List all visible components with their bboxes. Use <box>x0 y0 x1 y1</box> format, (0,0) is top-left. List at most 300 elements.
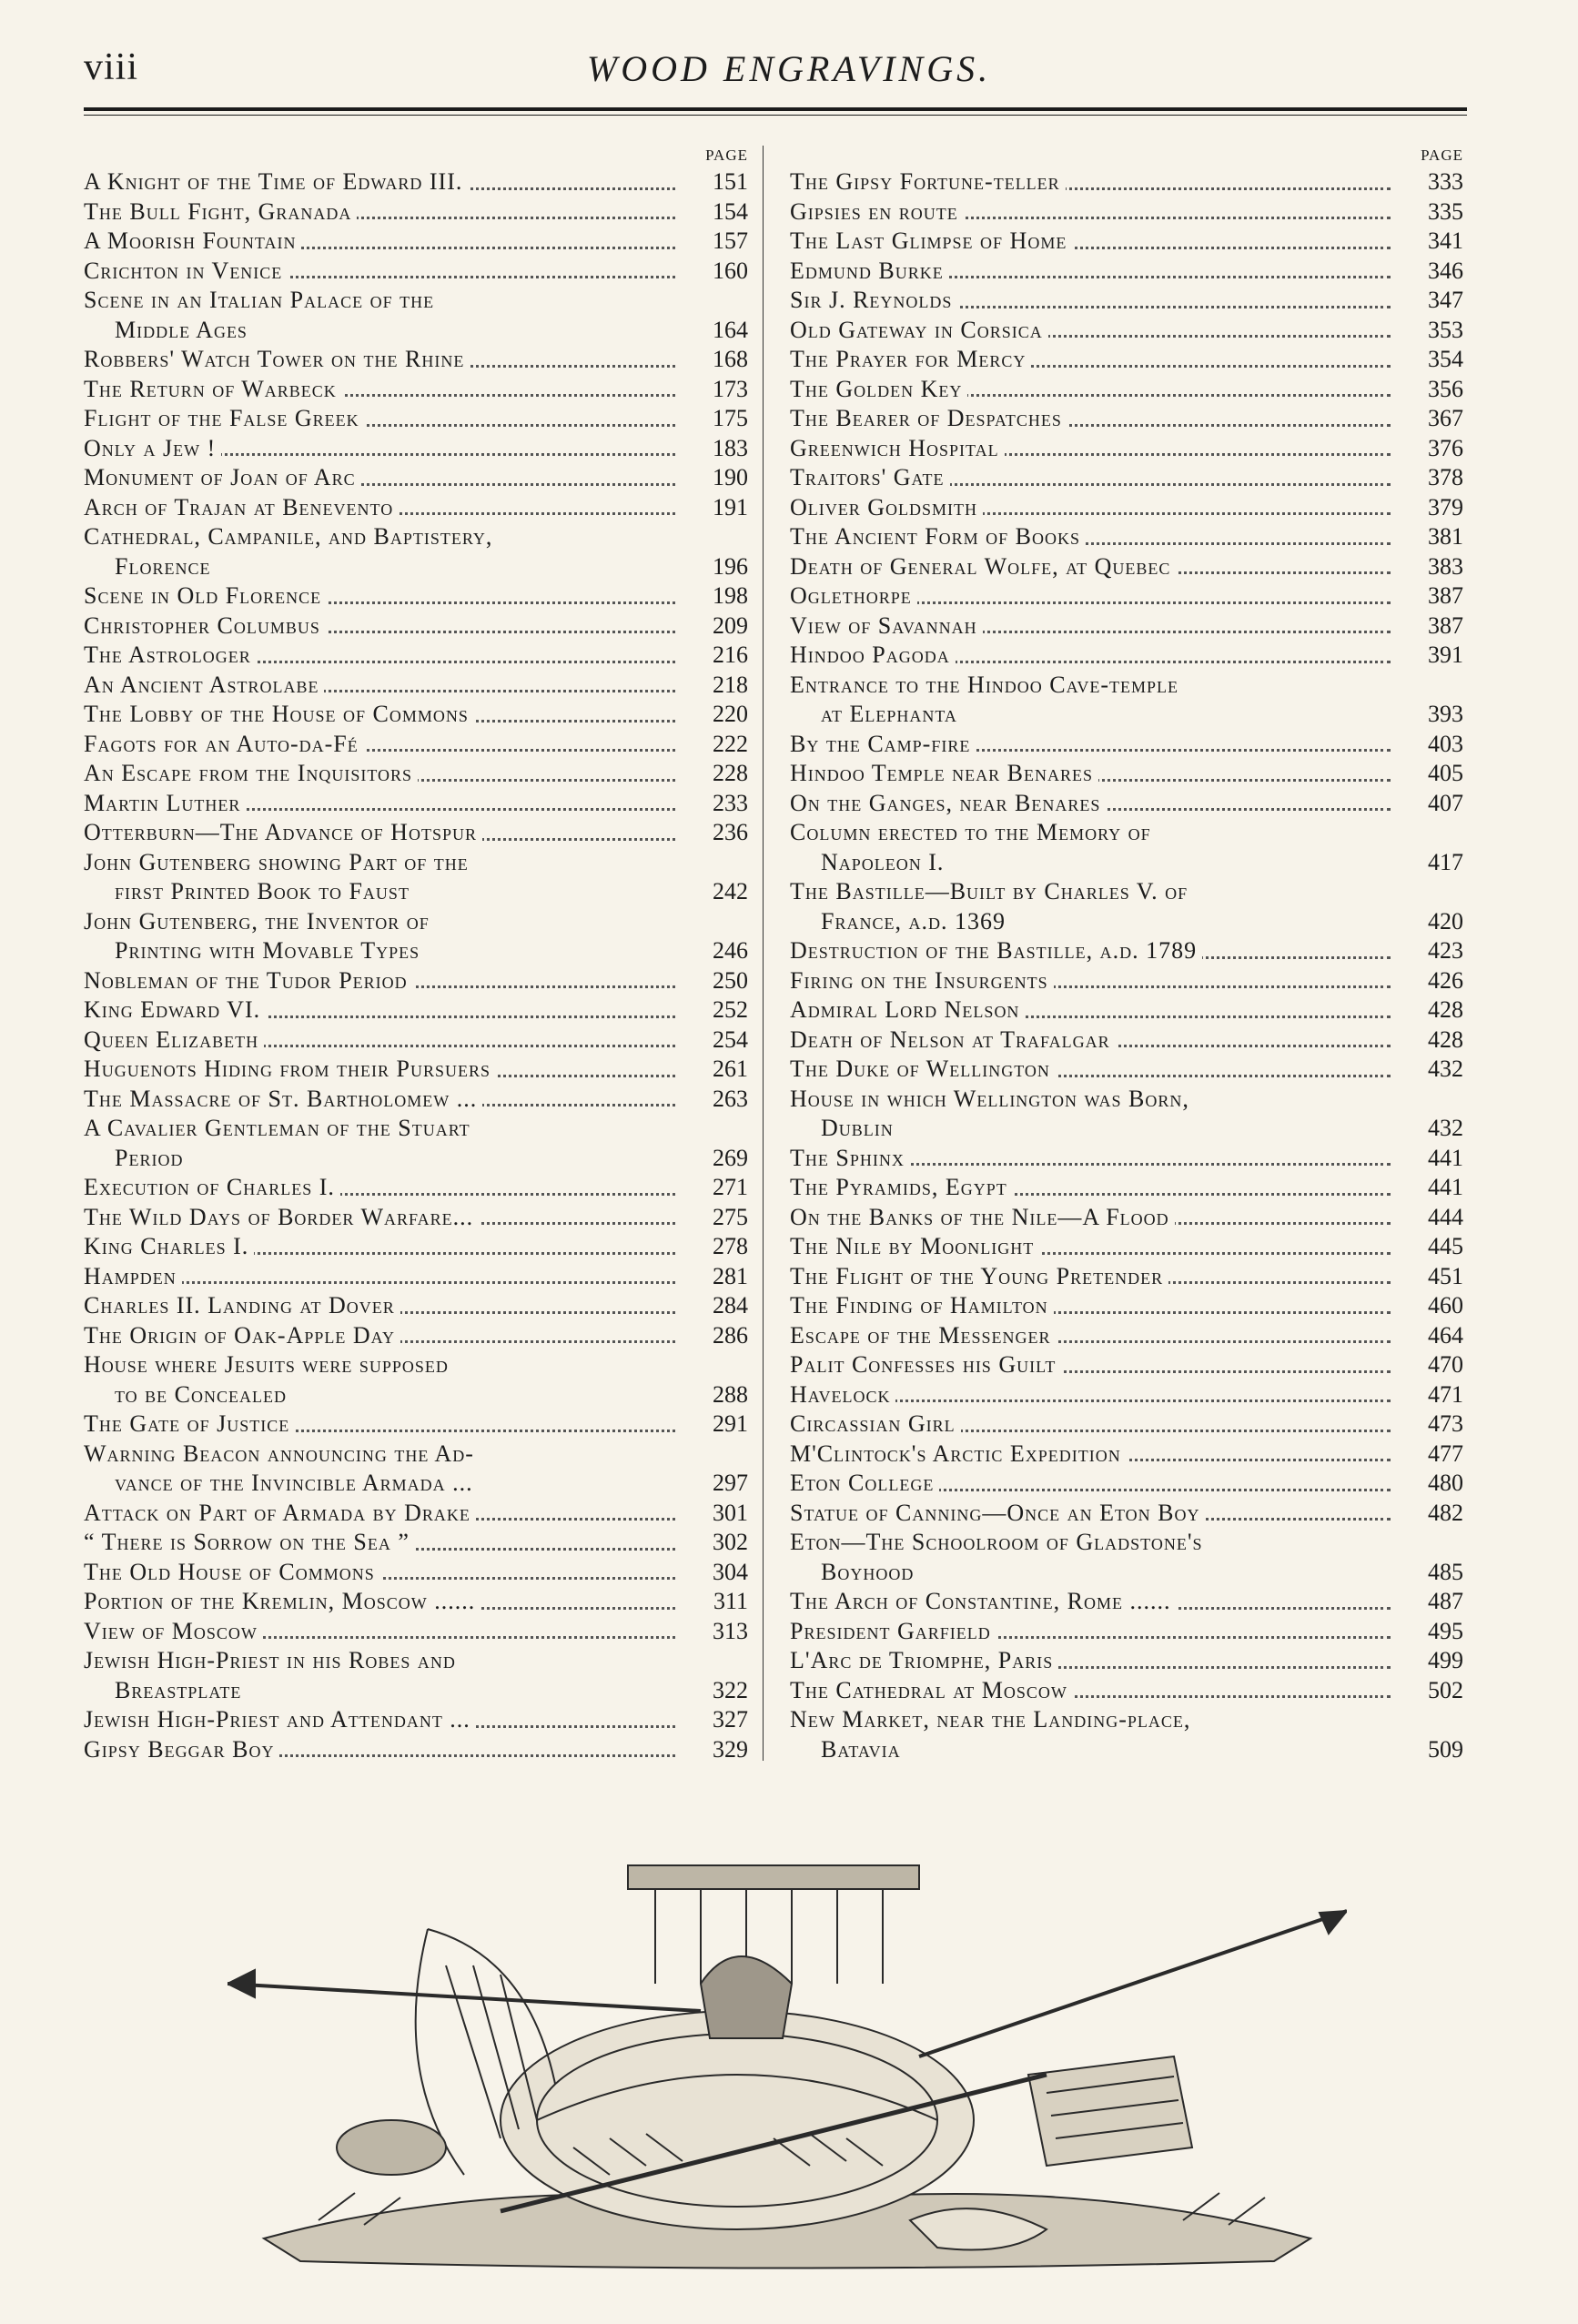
entry-title-text: Otterburn—The Advance of Hotspur <box>84 819 477 845</box>
toc-entry <box>790 1469 1463 1499</box>
toc-entry <box>790 818 1463 877</box>
entry-page-number: 354 <box>1428 346 1463 372</box>
entry-title <box>790 1410 1394 1440</box>
entry-title <box>790 1026 1394 1056</box>
toc-entry <box>790 1646 1463 1676</box>
toc-entry <box>84 995 748 1026</box>
entry-title-text: Crichton in Venice <box>84 257 283 284</box>
entry-page-number: 381 <box>1428 523 1463 550</box>
entry-title <box>790 463 1394 493</box>
entry-title-text: Arch of Trajan at Benevento <box>84 493 394 520</box>
entry-title-text: The Bull Fight, Granada <box>84 197 352 225</box>
entry-page-number: 464 <box>1428 1321 1463 1349</box>
toc-entry <box>790 1085 1463 1144</box>
entry-page-number: 183 <box>713 434 748 461</box>
entry-title <box>790 581 1394 611</box>
entry-title-text: Gipsy Beggar Boy <box>84 1735 275 1763</box>
toc-entry <box>84 345 748 375</box>
entry-title-text: The Last Glimpse of Home <box>790 227 1067 254</box>
entry-title <box>790 167 1394 197</box>
toc-entry <box>790 1055 1463 1085</box>
entry-title <box>790 1262 1394 1292</box>
toc-entry <box>790 730 1463 760</box>
entry-page-number: 341 <box>1428 227 1463 254</box>
entry-title-text: Death of General Wolfe, at Quebec <box>790 552 1171 580</box>
entry-title <box>790 552 1394 582</box>
toc-entry <box>84 1026 748 1056</box>
toc-entry <box>790 404 1463 434</box>
entry-title <box>84 1587 679 1617</box>
entry-title-text: Oliver Goldsmith <box>790 493 978 520</box>
entry-title-text: Death of Nelson at Trafalgar <box>790 1026 1110 1053</box>
entry-page-number: 403 <box>1428 730 1463 757</box>
toc-entry <box>790 463 1463 493</box>
entry-title-text: Flight of the False Greek <box>84 405 359 431</box>
entry-title <box>84 1173 679 1203</box>
entry-page-number: 291 <box>713 1410 748 1437</box>
entry-title-text: President Garfield <box>790 1617 991 1644</box>
entry-title-text: The Ancient Form of Books <box>790 523 1081 550</box>
toc-entry <box>84 1528 748 1558</box>
entry-title-continuation: vance of the Invincible Armada ... <box>115 1470 473 1496</box>
entry-title <box>790 641 1394 671</box>
entry-page-number: 151 <box>713 168 748 195</box>
running-title: WOOD ENGRAVINGS. <box>586 48 992 89</box>
entry-page-number: 383 <box>1428 552 1463 580</box>
entry-title <box>790 1646 1394 1676</box>
toc-entry <box>790 286 1463 316</box>
entry-title <box>790 1440 1394 1470</box>
left-column <box>84 144 748 1764</box>
entry-title-text: The Golden Key <box>790 375 963 402</box>
entry-page-number: 228 <box>713 760 748 786</box>
entry-title <box>790 1173 1394 1203</box>
entry-page-number: 485 <box>1428 1558 1463 1585</box>
entry-title <box>790 345 1394 375</box>
entry-title-text: Cathedral, Campanile, and Baptistery, <box>84 523 493 550</box>
entry-title <box>84 1262 679 1292</box>
toc-entry <box>84 759 748 789</box>
entry-page-number: 487 <box>1428 1588 1463 1614</box>
toc-entry <box>790 493 1463 523</box>
entry-title <box>84 227 679 257</box>
toc-entry <box>84 641 748 671</box>
toc-entry <box>790 375 1463 405</box>
entry-title <box>790 1587 1394 1617</box>
toc-entry <box>790 1173 1463 1203</box>
entry-page-number: 378 <box>1428 464 1463 490</box>
entry-title-text: The Gate of Justice <box>84 1410 290 1437</box>
entry-page-number: 275 <box>713 1203 748 1230</box>
entry-title-text: Hampden <box>84 1262 177 1289</box>
entry-page-number: 168 <box>713 346 748 372</box>
entry-page-number: 417 <box>1428 848 1463 875</box>
entry-title-continuation: Printing with Movable Types <box>115 937 420 964</box>
entry-title-text: The Lobby of the House of Commons <box>84 701 469 727</box>
toc-entry <box>790 522 1463 552</box>
entry-title-text: Destruction of the Bastille, a.d. 1789 <box>790 937 1198 964</box>
toc-entry <box>84 581 748 611</box>
entry-page-number: 428 <box>1428 1026 1463 1053</box>
entry-title <box>84 966 679 996</box>
entry-title <box>84 1026 679 1056</box>
entry-title <box>790 759 1394 789</box>
entry-page-number: 432 <box>1428 1056 1463 1082</box>
toc-entry <box>84 227 748 257</box>
column-divider <box>763 146 764 1761</box>
entry-title-text: Eton College <box>790 1470 935 1496</box>
entry-title <box>84 197 679 227</box>
entry-title-text: House in which Wellington was Born, <box>790 1085 1189 1112</box>
toc-entry <box>84 1646 748 1705</box>
entry-page-number: 218 <box>713 671 748 698</box>
entry-title <box>790 1203 1394 1233</box>
entry-title <box>790 818 1394 877</box>
toc-entry <box>790 789 1463 819</box>
toc-entry <box>84 404 748 434</box>
entry-page-number: 288 <box>713 1380 748 1408</box>
entry-title-continuation: at Elephanta <box>821 701 957 727</box>
entry-page-number: 216 <box>713 642 748 668</box>
entry-title-text: The Arch of Constantine, Rome ...... <box>790 1588 1171 1614</box>
entry-title <box>790 1469 1394 1499</box>
toc-entry <box>84 493 748 523</box>
entry-title <box>84 463 679 493</box>
entry-page-number: 499 <box>1428 1647 1463 1673</box>
entry-title <box>84 1203 679 1233</box>
toc-entry <box>84 700 748 730</box>
entry-title <box>790 611 1394 642</box>
entry-title-text: King Charles I. <box>84 1233 249 1259</box>
toc-entry <box>790 1705 1463 1764</box>
entry-page-number: 236 <box>713 819 748 845</box>
toc-entry <box>790 1321 1463 1351</box>
entry-title-text: The Massacre of St. Bartholomew ... <box>84 1085 478 1112</box>
toc-entry <box>790 345 1463 375</box>
entry-title-continuation: first Printed Book to Faust <box>115 878 410 904</box>
entry-title <box>84 818 679 848</box>
entry-title-text: Monument of Joan of Arc <box>84 464 356 490</box>
right-column <box>790 144 1463 1764</box>
entry-title-text: Scene in Old Florence <box>84 582 322 609</box>
entry-page-number: 391 <box>1428 642 1463 668</box>
toc-entry <box>84 1705 748 1735</box>
entry-title-text: Circassian Girl <box>790 1410 956 1437</box>
entry-title <box>790 1676 1394 1706</box>
entry-page-number: 190 <box>713 464 748 490</box>
entry-title <box>84 1410 679 1440</box>
entry-title-text: Edmund Burke <box>790 257 944 284</box>
right-entry-list <box>790 167 1463 1764</box>
toc-entry <box>790 581 1463 611</box>
entry-title-continuation: Boyhood <box>821 1558 915 1585</box>
entry-page-number: 482 <box>1428 1499 1463 1526</box>
entry-page-number: 304 <box>713 1558 748 1585</box>
toc-entry <box>84 375 748 405</box>
entry-title <box>790 493 1394 523</box>
entry-title <box>790 671 1394 730</box>
entry-title-text: Martin Luther <box>84 789 241 816</box>
toc-entry <box>790 1380 1463 1410</box>
toc-entry <box>790 1587 1463 1617</box>
entry-title-text: John Gutenberg showing Part of the <box>84 848 469 875</box>
entry-title-text: Jewish High-Priest in his Robes and <box>84 1647 456 1673</box>
entry-title <box>84 1646 679 1705</box>
entry-page-number: 428 <box>1428 996 1463 1023</box>
entry-page-number: 477 <box>1428 1440 1463 1467</box>
entry-title <box>84 700 679 730</box>
entry-title-text: House where Jesuits were supposed <box>84 1351 449 1378</box>
entry-page-number: 432 <box>1428 1115 1463 1141</box>
entry-title-text: The Return of Warbeck <box>84 375 337 402</box>
entry-page-number: 407 <box>1428 789 1463 816</box>
entry-page-number: 311 <box>713 1588 748 1614</box>
entry-title-continuation: to be Concealed <box>115 1380 287 1408</box>
entry-title-text: The Sphinx <box>790 1144 905 1171</box>
header-rule <box>84 107 1467 111</box>
entry-title <box>790 1617 1394 1647</box>
entry-title <box>84 434 679 464</box>
entry-title-text: The Nile by Moonlight <box>790 1233 1035 1259</box>
entry-title <box>790 1055 1394 1085</box>
entry-page-number: 278 <box>713 1233 748 1259</box>
entry-title <box>84 759 679 789</box>
entry-title-text: Old Gateway in Corsica <box>790 316 1043 343</box>
toc-entry <box>790 552 1463 582</box>
entry-page-number: 346 <box>1428 257 1463 284</box>
toc-entry <box>84 1321 748 1351</box>
toc-entry <box>84 1587 748 1617</box>
entry-page-number: 473 <box>1428 1410 1463 1437</box>
toc-entry <box>790 1350 1463 1380</box>
toc-entry <box>84 966 748 996</box>
entry-title-text: The Gipsy Fortune-teller <box>790 168 1060 195</box>
entry-title-text: The Origin of Oak-Apple Day <box>84 1321 395 1349</box>
entry-title-text: Charles II. Landing at Dover <box>84 1292 395 1319</box>
entry-title-continuation: Florence <box>115 552 211 580</box>
entry-title <box>790 1350 1394 1380</box>
entry-page-number: 356 <box>1428 375 1463 402</box>
entry-page-number: 460 <box>1428 1292 1463 1319</box>
entry-title-text: Column erected to the Memory of <box>790 819 1151 845</box>
entry-title-text: The Duke of Wellington <box>790 1056 1050 1082</box>
entry-title-text: King Edward VI. <box>84 996 261 1023</box>
toc-entry <box>84 1114 748 1173</box>
entry-page-number: 451 <box>1428 1262 1463 1289</box>
entry-page-number: 263 <box>713 1085 748 1112</box>
entry-title <box>84 789 679 819</box>
entry-page-number: 470 <box>1428 1351 1463 1378</box>
toc-entry <box>84 257 748 287</box>
toc-entry <box>84 286 748 345</box>
entry-title <box>790 404 1394 434</box>
entry-title-text: Traitors' Gate <box>790 464 945 490</box>
entry-page-number: 327 <box>713 1706 748 1733</box>
entry-page-number: 502 <box>1428 1676 1463 1703</box>
entry-page-number: 250 <box>713 966 748 994</box>
toc-entry <box>790 1026 1463 1056</box>
toc-entry <box>84 1350 748 1410</box>
toc-entry <box>84 1262 748 1292</box>
entry-page-number: 405 <box>1428 760 1463 786</box>
toc-entry <box>84 463 748 493</box>
toc-entry <box>84 1291 748 1321</box>
toc-entry <box>790 671 1463 730</box>
entry-title-text: Christopher Columbus <box>84 611 320 639</box>
entry-page-number: 322 <box>713 1676 748 1703</box>
toc-entry <box>84 1558 748 1588</box>
entry-title <box>84 581 679 611</box>
entry-title-text: Portion of the Kremlin, Moscow ...... <box>84 1588 476 1614</box>
entry-title-continuation: Batavia <box>821 1735 901 1763</box>
entry-title-continuation: Breastplate <box>115 1676 242 1703</box>
toc-entry <box>790 966 1463 996</box>
entry-title-text: M'Clintock's Arctic Expedition <box>790 1440 1121 1467</box>
entry-title <box>84 1085 679 1115</box>
toc-entry <box>84 907 748 966</box>
toc-entry <box>84 1499 748 1529</box>
entry-page-number: 353 <box>1428 316 1463 343</box>
toc-entry <box>790 1528 1463 1587</box>
entry-title <box>790 877 1394 936</box>
toc-entry <box>84 789 748 819</box>
entry-title <box>790 995 1394 1026</box>
entry-page-number: 387 <box>1428 611 1463 639</box>
decorative-engraving <box>228 1847 1347 2275</box>
toc-entry <box>790 759 1463 789</box>
entry-title-continuation: Period <box>115 1144 184 1171</box>
entry-title-text: The Cathedral at Moscow <box>790 1676 1067 1703</box>
entry-page-number: 420 <box>1428 907 1463 935</box>
toc-entry <box>84 1440 748 1499</box>
toc-entry <box>790 995 1463 1026</box>
entry-title <box>84 671 679 701</box>
entry-title-text: An Escape from the Inquisitors <box>84 760 413 786</box>
entry-page-number: 196 <box>713 552 748 580</box>
page-column-label: PAGE <box>705 147 748 164</box>
entry-title-text: Hindoo Temple near Benares <box>790 760 1094 786</box>
entry-title <box>84 1440 679 1499</box>
toc-entry <box>84 1173 748 1203</box>
entry-page-number: 286 <box>713 1321 748 1349</box>
toc-entry <box>84 671 748 701</box>
entry-page-number: 246 <box>713 937 748 964</box>
entry-title <box>84 1528 679 1558</box>
toc-entry <box>790 227 1463 257</box>
entry-title <box>84 375 679 405</box>
toc-entry <box>790 197 1463 227</box>
entry-title <box>790 227 1394 257</box>
entry-title <box>84 730 679 760</box>
toc-entry <box>790 1232 1463 1262</box>
entry-page-number: 509 <box>1428 1735 1463 1763</box>
entry-page-number: 471 <box>1428 1380 1463 1408</box>
entry-page-number: 220 <box>713 701 748 727</box>
entry-title-text: Admiral Lord Nelson <box>790 996 1020 1023</box>
left-entry-list <box>84 167 748 1764</box>
toc-entry <box>790 1440 1463 1470</box>
entry-title-text: Attack on Part of Armada by Drake <box>84 1499 470 1526</box>
entry-title <box>790 286 1394 316</box>
toc-entry <box>84 1410 748 1440</box>
entry-title-continuation: Middle Ages <box>115 316 248 343</box>
toc-entry <box>790 936 1463 966</box>
entry-title <box>84 611 679 642</box>
entry-title-text: Gipsies en route <box>790 197 958 225</box>
entry-page-number: 173 <box>713 375 748 402</box>
entry-page-number: 157 <box>713 227 748 254</box>
entry-title <box>790 522 1394 552</box>
entry-title-text: The Astrologer <box>84 642 251 668</box>
toc-entry <box>84 848 748 907</box>
entry-title <box>84 907 679 966</box>
toc-entry <box>84 818 748 848</box>
entry-title-text: New Market, near the Landing-place, <box>790 1706 1191 1733</box>
entry-title-text: View of Moscow <box>84 1617 258 1644</box>
page-number: viii <box>84 46 139 88</box>
entry-title <box>84 995 679 1026</box>
entry-title-text: L'Arc de Triomphe, Paris <box>790 1647 1054 1673</box>
entry-title-text: An Ancient Astrolabe <box>84 671 319 698</box>
entry-title-text: The Wild Days of Border Warfare... <box>84 1203 474 1230</box>
entry-page-number: 329 <box>713 1735 748 1763</box>
entry-page-number: 271 <box>713 1174 748 1200</box>
entry-page-number: 297 <box>713 1470 748 1496</box>
entry-title <box>790 1232 1394 1262</box>
entry-page-number: 423 <box>1428 937 1463 964</box>
toc-entry <box>84 522 748 581</box>
entry-title <box>84 1558 679 1588</box>
entry-page-number: 441 <box>1428 1174 1463 1200</box>
entry-title <box>84 522 679 581</box>
entry-page-number: 175 <box>713 405 748 431</box>
toc-entry <box>84 1055 748 1085</box>
entry-title-text: “ There is Sorrow on the Sea ” <box>84 1529 410 1555</box>
entry-page-number: 242 <box>713 878 748 904</box>
entry-title <box>790 936 1394 966</box>
entry-title <box>84 1705 679 1735</box>
entry-title <box>790 434 1394 464</box>
entry-title <box>84 257 679 287</box>
entry-title <box>790 316 1394 346</box>
entry-title-text: Scene in an Italian Palace of the <box>84 287 435 313</box>
entry-page-number: 164 <box>713 316 748 343</box>
toc-entry <box>790 257 1463 287</box>
entry-page-number: 191 <box>713 493 748 520</box>
entry-title-text: Greenwich Hospital <box>790 434 999 461</box>
entry-title <box>790 1499 1394 1529</box>
entry-title <box>790 1085 1394 1144</box>
entry-title-text: The Prayer for Mercy <box>790 346 1027 372</box>
entry-title <box>790 789 1394 819</box>
entry-title <box>790 730 1394 760</box>
entry-title <box>790 1291 1394 1321</box>
entry-title-continuation: Napoleon I. <box>821 848 945 875</box>
entry-title <box>84 1350 679 1410</box>
entry-page-number: 376 <box>1428 434 1463 461</box>
entry-page-number: 301 <box>713 1499 748 1526</box>
entry-title-text: A Cavalier Gentleman of the Stuart <box>84 1115 470 1141</box>
entry-page-number: 284 <box>713 1292 748 1319</box>
entry-title <box>84 286 679 345</box>
entry-page-number: 313 <box>713 1617 748 1644</box>
entry-title <box>84 493 679 523</box>
entry-title-text: A Knight of the Time of Edward III. <box>84 168 463 195</box>
entry-title-text: John Gutenberg, the Inventor of <box>84 907 430 935</box>
entry-page-number: 269 <box>713 1144 748 1171</box>
toc-entry <box>790 641 1463 671</box>
entry-title <box>790 257 1394 287</box>
